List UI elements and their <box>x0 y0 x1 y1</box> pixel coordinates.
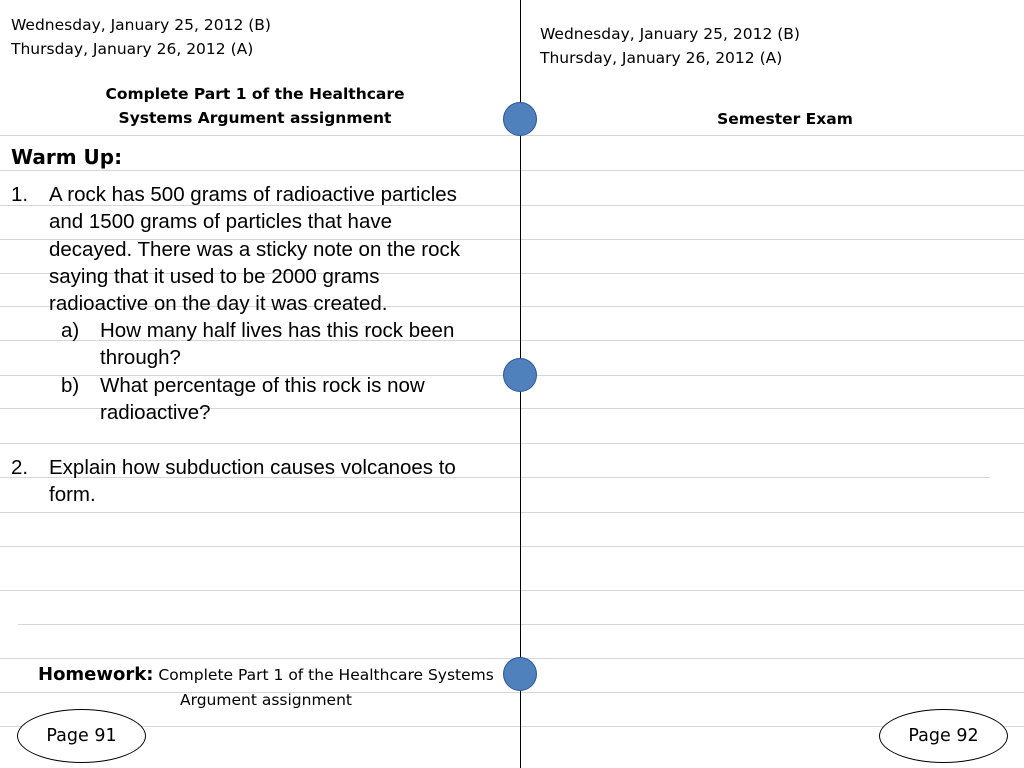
title-line: Systems Argument assignment <box>118 109 392 127</box>
warmup-heading: Warm Up: <box>11 145 123 169</box>
homework-text: Complete Part 1 of the Healthcare Systems <box>158 666 494 684</box>
question-line: Explain how subduction causes volcanoes to <box>49 456 456 479</box>
right-dates <box>540 22 800 70</box>
sub-question-line: through? <box>100 346 181 370</box>
rule-line <box>0 443 1024 444</box>
sub-question-letter: b) <box>61 374 80 397</box>
sub-question-text <box>100 317 454 372</box>
question-1 <box>11 181 511 321</box>
homework-label: Homework: <box>38 664 154 685</box>
title-line: Complete Part 1 of the Healthcare <box>105 85 405 103</box>
sub-question-b <box>61 372 511 428</box>
question-line: A rock has 500 grams of radioactive particles <box>49 183 457 206</box>
question-line: form. <box>49 483 96 507</box>
sub-question-line: radioactive? <box>100 401 211 425</box>
question-2 <box>11 454 511 510</box>
rule-line <box>18 624 1024 625</box>
binder-hole-icon <box>503 358 537 392</box>
question-text <box>49 181 460 317</box>
sub-question-text <box>100 372 425 427</box>
sub-question-line: What percentage of this rock is now <box>100 374 425 397</box>
question-number: 1. <box>11 183 29 206</box>
sub-question-letter: a) <box>61 319 80 342</box>
question-line: radioactive on the day it was created. <box>49 292 388 316</box>
rule-line <box>0 135 1024 136</box>
date-line: Wednesday, January 25, 2012 (B) <box>540 25 800 43</box>
date-line: Wednesday, January 25, 2012 (B) <box>11 16 271 34</box>
question-line: decayed. There was a sticky note on the rock <box>49 237 460 261</box>
homework <box>38 662 494 688</box>
page-number-right: Page 92 <box>879 709 1008 763</box>
page-number-left: Page 91 <box>17 709 146 763</box>
date-line: Thursday, January 26, 2012 (A) <box>540 49 783 67</box>
rule-line <box>0 170 1024 171</box>
left-dates <box>11 13 271 61</box>
question-number: 2. <box>11 456 29 479</box>
sub-question-a <box>61 317 511 373</box>
question-line: saying that it used to be 2000 grams <box>49 264 380 288</box>
sub-question-line: How many half lives has this rock been <box>100 319 455 342</box>
question-text <box>49 454 456 509</box>
right-page-title: Semester Exam <box>717 110 853 128</box>
question-line: and 1500 grams of particles that have <box>49 210 393 234</box>
binder-hole-icon <box>503 102 537 136</box>
date-line: Thursday, January 26, 2012 (A) <box>11 40 254 58</box>
rule-line <box>0 590 1024 591</box>
rule-line <box>0 546 1024 547</box>
left-page-title <box>40 82 470 130</box>
rule-line <box>0 726 1024 727</box>
rule-line <box>0 512 1024 513</box>
rule-line <box>0 692 1024 693</box>
binder-hole-icon <box>503 657 537 691</box>
homework-text-continued: Argument assignment <box>180 691 352 709</box>
